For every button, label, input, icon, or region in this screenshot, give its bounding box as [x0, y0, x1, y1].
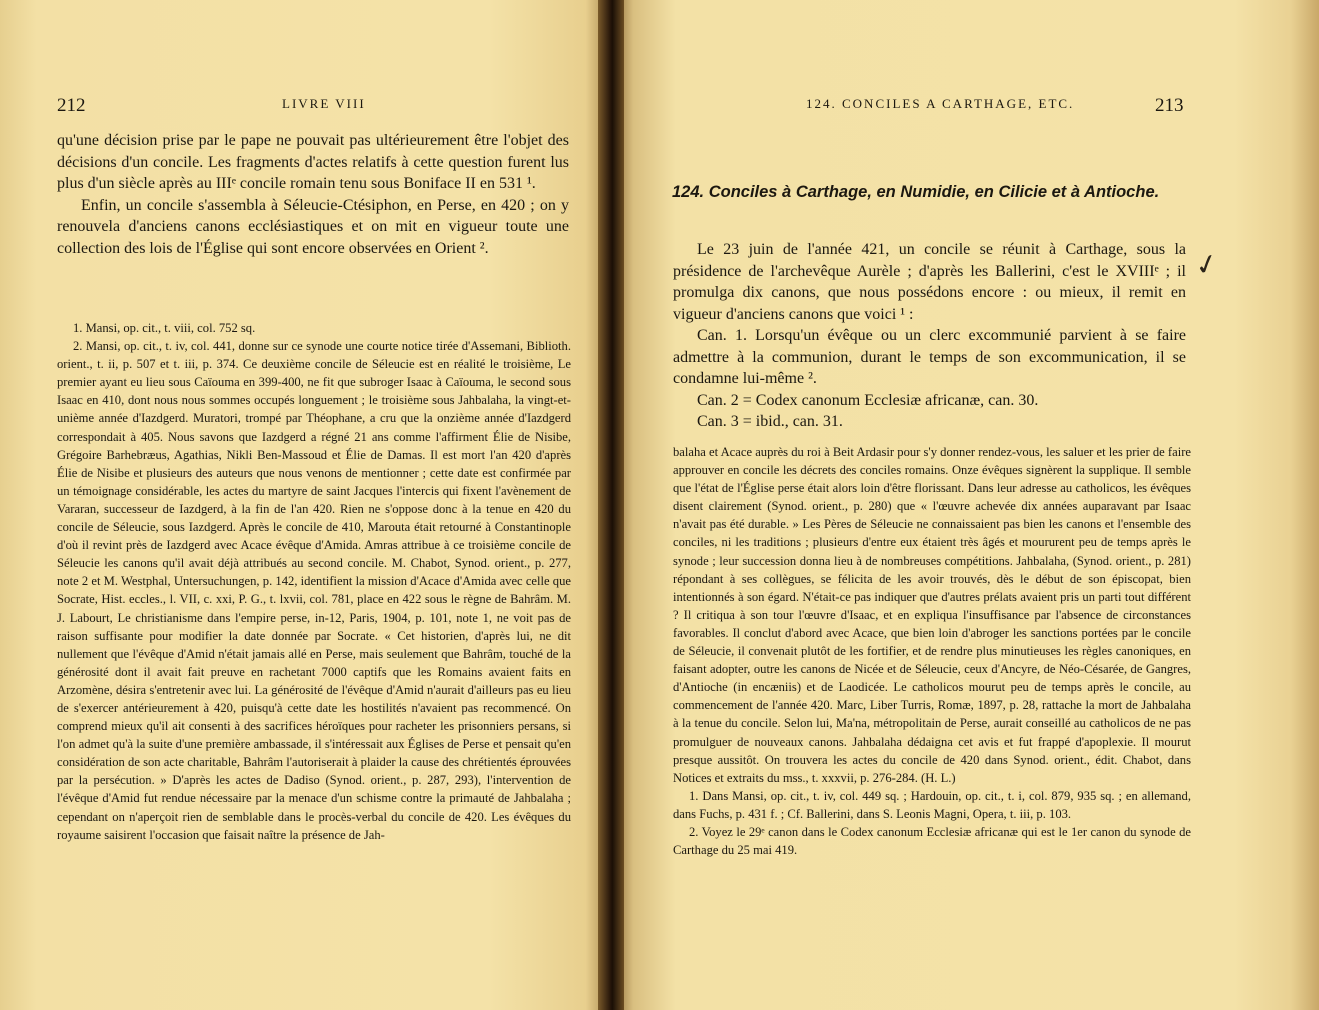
running-head-left: LIVRE VIII — [282, 96, 366, 111]
section-title: 124. Conciles à Carthage, en Numidie, en Cilicie et à Antioche. — [672, 183, 1160, 201]
right-page — [612, 0, 1319, 1010]
canon-3: Can. 3 = ibid., can. 31. — [697, 413, 843, 430]
right-footnotes — [673, 443, 1191, 859]
footnote: 1. Dans Mansi, op. cit., t. iv, col. 449 sq. ; Hardouin, op. cit., t. i, col. 879, 935 sq. ; en allemand, dans Fuchs, p. 431 f. ; Cf. Ballerini, dans S. Leonis Magni, Opera, t. iii, p. 103. — [673, 788, 1191, 821]
left-page — [0, 0, 610, 1010]
left-footnotes — [57, 319, 571, 844]
footnote: 2. Mansi, op. cit., t. iv, col. 441, donne sur ce synode une courte notice tirée d'Assemani, Biblioth. orient., t. ii, p. 507 et t. iii, p. 374. Ce deuxième concile de Séleucie est en réalité le troisième, Le premier ayant eu lieu sous Caïouma en 399-400, ne fit que subroger Isaac à Caïouma, le second sous Isaac en 410, dont nous nous sommes occupés longuement ; le troisième sous Jahbalaha, la vingt-et-unième année d'Iazdgerd. Muratori, trompé par Théophane, a cru que la onzième année d'Iazdgerd correspondait à 405. Nous savons que Iazdgerd a régné 21 ans comme l'affirment Élie de Nisibe, Grégoire Barhebræus, Agathias, Nikli Ben-Massoud et Élie de Damas. Il est mort l'an 420 d'après Élie de Nisibe et plusieurs des auteurs que nous venons de mentionner ; cette date est confirmée par un témoignage considérable, les actes du martyre de saint Jacques l'intercis qui fixent l'avènement de Vararan, successeur de Iazdgerd, à la fin de l'an 420. Rien ne s'oppose donc à la tenue en 420 du concile de Séleucie, sous Iazdgerd. Après le concile de 410, Marouta était retourné à Constantinople d'où il revint près de Iazdgerd avec Acace évêque d'Amida. Amras attribue à ce troisième concile de Séleucie les canons qu'il avait déjà attribués au second concile. M. Chabot, Synod. orient., p. 277, note 2 et M. Westphal, Untersuchungen, p. 142, identifient la mission d'Acace d'Amida avec celle que Socrate, Hist. eccles., l. VII, c. xxi, P. G., t. lxvii, col. 781, place en 422 sous le règne de Bahrâm. M. J. Labourt, Le christianisme dans l'empire perse, in-12, Paris, 1904, p. 101, note 1, ne voit pas de raison suffisante pour modifier la date donnée par Socrate. « Cet historien, d'après lui, ne dit nullement que l'évêque d'Amid n'était jamais allé en Perse, mais seulement que Bahrâm, touché de la générosité dont il avait fait preuve en rachetant 7000 captifs que les Romains avaient faits en Arzomène, désira s'entretenir avec lui. La générosité de l'évêque d'Amid n'aurait d'ailleurs pas eu lieu de s'exercer antérieurement à 420, puisqu'à cette date les hostilités n'avaient pas recommencé. On comprend mieux qu'il ait consenti à des sacrifices héroïques pour racheter les prisonniers persans, si l'on admet qu'à la suite d'une première ambassade, il s'intéressait aux Églises de Perse et pensait qu'en considération de son acte charitable, Bahrâm l'autoriserait à plaider la cause des chrétientés éprouvées par la persécution. » D'après les actes de Dadiso (Synod. orient., p. 287, 293), l'intervention de l'évêque d'Amid fut rendue nécessaire par la menace d'un schisme contre la primauté de Jahbalaha ; cependant on n'aperçoit rien de semblable dans le procès-verbal du concile de 420. Les évêques du royaume saisirent l'occasion que faisait naître la présence de Jah- — [57, 339, 571, 842]
canon-1: Can. 1. Lorsqu'un évêque ou un clerc excommunié parvient à se faire admettre à la communion, durant le temps de son excommunication, il se condamne lui-même ². — [673, 327, 1186, 387]
page-number-right: 213 — [1155, 95, 1184, 116]
paragraph: Le 23 juin de l'année 421, un concile se réunit à Carthage, sous la présidence de l'archevêque Aurèle ; d'après les Ballerini, c'est le XVIIIᵉ ; il promulga dix canons, que nous possédons encore : ou mieux, il remit en vigueur d'anciens canons que voici ¹ : — [673, 241, 1186, 323]
footnote: 1. Mansi, op. cit., t. viii, col. 752 sq. — [73, 321, 256, 335]
right-body-text — [673, 239, 1186, 433]
paragraph: Enfin, un concile s'assembla à Séleucie-Ctésiphon, en Perse, en 420 ; on y renouvela d'anciens canons ecclésiastiques et on mit en vigueur toute une collection des lois de l'Église qui sont encore observées en Orient ². — [57, 196, 569, 257]
paragraph: qu'une décision prise par le pape ne pouvait pas ultérieurement être l'objet des décisions d'un concile. Les fragments d'actes relatifs à cette question furent lus plus d'un siècle après au IIIᵉ concile romain tenu sous Boniface II en 531 ¹. — [57, 132, 569, 192]
pencil-checkmark: ✓ — [1191, 245, 1223, 284]
book-gutter — [598, 0, 624, 1010]
page-number-left: 212 — [57, 95, 86, 116]
running-head-right: 124. CONCILES A CARTHAGE, ETC. — [806, 96, 1075, 111]
footnote-continuation: balaha et Acace auprès du roi à Beit Ardasir pour s'y donner rendez-vous, les saluer et les prier de faire approuver en concile les décrets des conciles romains. Onze évêques signèrent la supplique. Il semble que l'état de l'Église perse était alors loin d'être florissant. Dans leur adresse au catholicos, les évêques disent clairement (Synod. orient., p. 280) que « l'œuvre achevée dix années auparavant par Isaac n'avait pas été durable. » Les Pères de Séleucie ne connaissaient pas bien les canons et l'ensemble des conciles, ni les traditions ; plusieurs d'entre eux étaient très âgés et moururent peu de temps après le synode ; leur succession donna lieu à de nombreuses compétitions. Jahbalaha, (Synod. orient., p. 281) répondant à ses collègues, se félicita de les avoir trouvés, dès le début de son épiscopat, bien intentionnés à son égard. N'était-ce pas indiquer que d'autres prélats avaient pris un parti tout différent ? Il critiqua à son tour l'œuvre d'Isaac, et en expliqua l'insuffisance par l'absence de circonstances favorables. Il conclut d'abord avec Acace, que bien loin d'abroger les sanctions portées par le concile de Séleucie, il convenait plutôt de les fortifier, et de rendre plus minutieuses les règles canoniques, en faisant adopter, outre les canons de Nicée et de Séleucie, ceux d'Ancyre, de Néo-Césarée, de Gangres, d'Antioche (in encæniis) et de Laodicée. Le catholicos mourut peu de temps après le concile, au commencement de l'année 420. Marc, Liber Turris, Romæ, 1897, p. 28, rattache la mort de Jahbalaha à la tenue du concile. Selon lui, Ma'na, métropolitain de Perse, aurait conseillé au catholicos de ne pas promulguer de nouveaux canons. Jahbalaha dédaigna cet avis et fut frappé d'apoplexie. Il mourut presque aussitôt. On trouvera les actes du concile de 420 dans Synod. orient., édit. Chabot, dans Notices et extraits du mss., t. xxxvii, p. 276-284. (H. L.) — [673, 445, 1191, 785]
footnote: 2. Voyez le 29ᵉ canon dans le Codex canonum Ecclesiæ africanæ qui est le 1er canon du synode de Carthage du 25 mai 419. — [673, 824, 1191, 858]
left-body-text — [57, 130, 569, 259]
canon-2: Can. 2 = Codex canonum Ecclesiæ africanæ, can. 30. — [697, 391, 1039, 409]
